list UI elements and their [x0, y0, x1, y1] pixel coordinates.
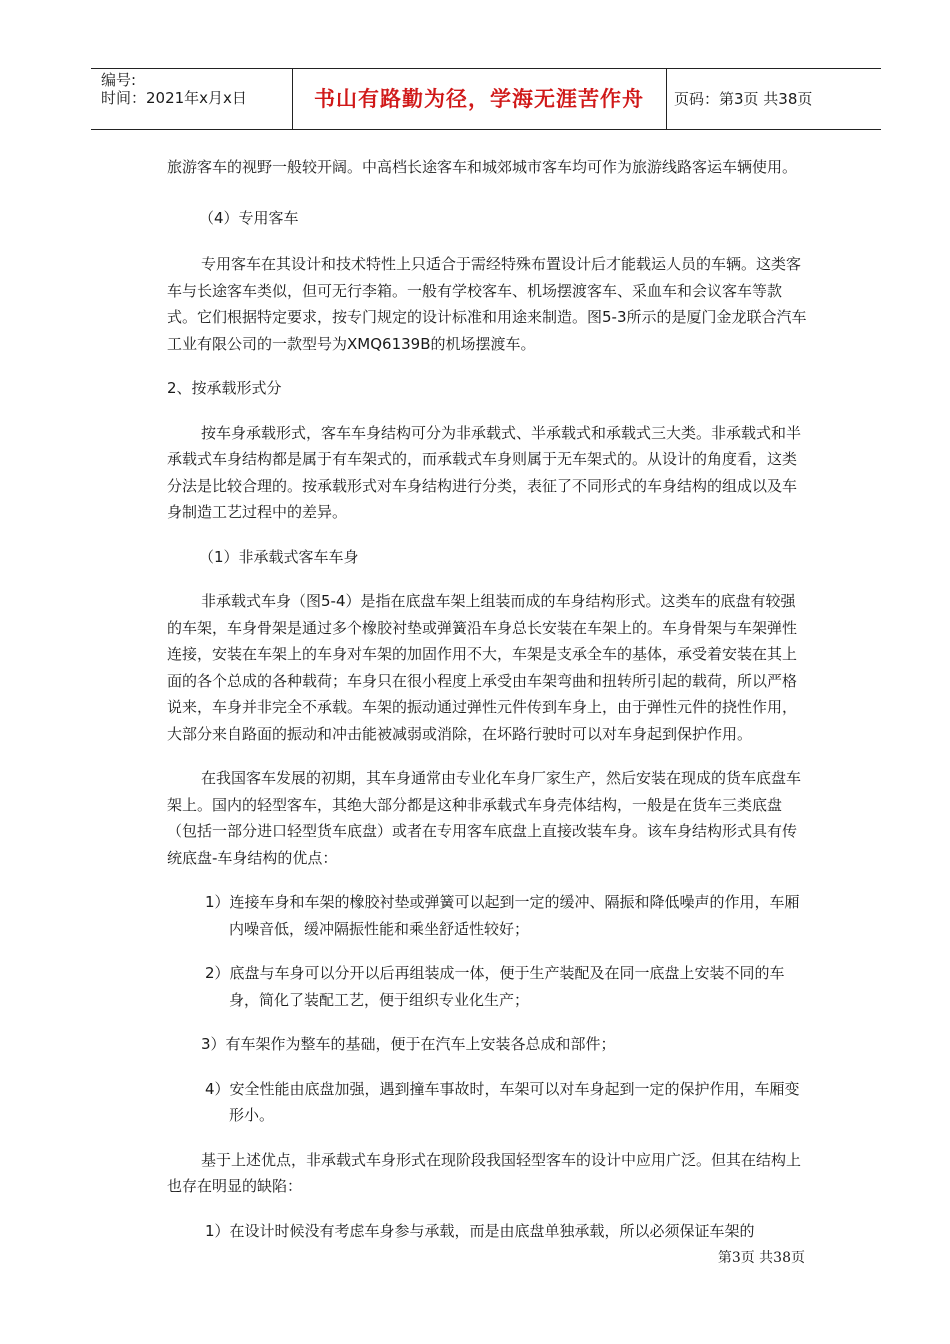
paragraph: 基于上述优点，非承载式车身形式在现阶段我国轻型客车的设计中应用广泛。但其在结构上也存在明显的缺陷： — [167, 1150, 802, 1195]
paragraph: 按车身承载形式，客车车身结构可分为非承载式、半承载式和承载式三大类。非承载式和半承载式车身结构都是属于有车架式的，而承载式车身则属于无车架式的。从设计的角度看，这类分法是比较合理的。按承载形式对车身结构进行分类，表征了不同形式的车身结构的组成以及车身制造工艺过程中的差异。 — [167, 423, 802, 521]
section-heading: （1）非承载式客车车身 — [199, 547, 359, 566]
paragraph: 专用客车在其设计和技术特性上只适合于需经特殊布置设计后才能载运人员的车辆。这类客车与长途客车类似，但可无行李箱。一般有学校客车、机场摆渡客车、采血车和会议客车等款式。它们根据特定要求，按专门规定的设计标准和用途来制造。图5-3所示的是厦门金龙联合汽车工业有限公司的一款型号为XMQ6139B的机场摆渡车。 — [167, 255, 807, 353]
paragraph: 旅游客车的视野一般较开阔。中高档长途客车和城郊城市客车均可作为旅游线路客运车辆使用。 — [167, 158, 798, 176]
document-time-label: 时间：2021年x月x日 — [101, 89, 247, 107]
list-item: 4）安全性能由底盘加强，遇到撞车事故时，车架可以对车身起到一定的保护作用，车厢变形小。 — [205, 1079, 800, 1124]
header-divider — [666, 69, 667, 129]
paragraph: 非承载式车身（图5-4）是指在底盘车架上组装而成的车身结构形式。这类车的底盘有较强的车架，车身骨架是通过多个橡胶衬垫或弹簧沿车身总长安装在车架上的。车身骨架与车架弹性连接，安装在车架上的车身对车架的加固作用不大，车架是支承全车的基体，承受着安装在其上面的各个总成的各种载荷；车身只在很小程度上承受由车架弯曲和扭转所引起的载荷，所以严格说来，车身并非完全不承载。车架的振动通过弹性元件传到车身上，由于弹性元件的挠性作用，大部分来自路面的振动和冲击能被减弱或消除，在坏路行驶时可以对车身起到保护作用。 — [167, 592, 798, 743]
header-motto: 书山有路勤为径，学海无涯苦作舟 — [314, 87, 644, 111]
header-divider — [292, 69, 293, 129]
header-page-number: 页码：第3页 共38页 — [674, 90, 813, 108]
document-number-label: 编号: — [101, 71, 137, 89]
paragraph: 在我国客车发展的初期，其车身通常由专业化车身厂家生产，然后安装在现成的货车底盘车架上。国内的轻型客车，其绝大部分都是这种非承载式车身壳体结构，一般是在货车三类底盘（包括一部分进口轻型货车底盘）或者在专用客车底盘上直接改装车身。该车身结构形式具有传统底盘-车身结构的优点： — [167, 769, 802, 867]
page-footer: 第3页 共38页 — [717, 1250, 805, 1266]
page-header — [91, 68, 881, 130]
section-heading: （4）专用客车 — [199, 208, 299, 227]
section-heading: 2、按承载形式分 — [167, 379, 282, 397]
list-item: 2）底盘与车身可以分开以后再组装成一体，便于生产装配及在同一底盘上安装不同的车身，简化了装配工艺，便于组织专业化生产； — [205, 964, 785, 1009]
list-item: 1）连接车身和车架的橡胶衬垫或弹簧可以起到一定的缓冲、隔振和降低噪声的作用，车厢内噪音低，缓冲隔振性能和乘坐舒适性较好； — [205, 893, 800, 938]
document-body — [167, 154, 807, 1244]
list-item: 1）在设计时候没有考虑车身参与承载，而是由底盘单独承载，所以必须保证车架的 — [205, 1221, 755, 1240]
list-item: 3）有车架作为整车的基础，便于在汽车上安装各总成和部件； — [201, 1035, 616, 1053]
header-meta — [101, 69, 291, 131]
